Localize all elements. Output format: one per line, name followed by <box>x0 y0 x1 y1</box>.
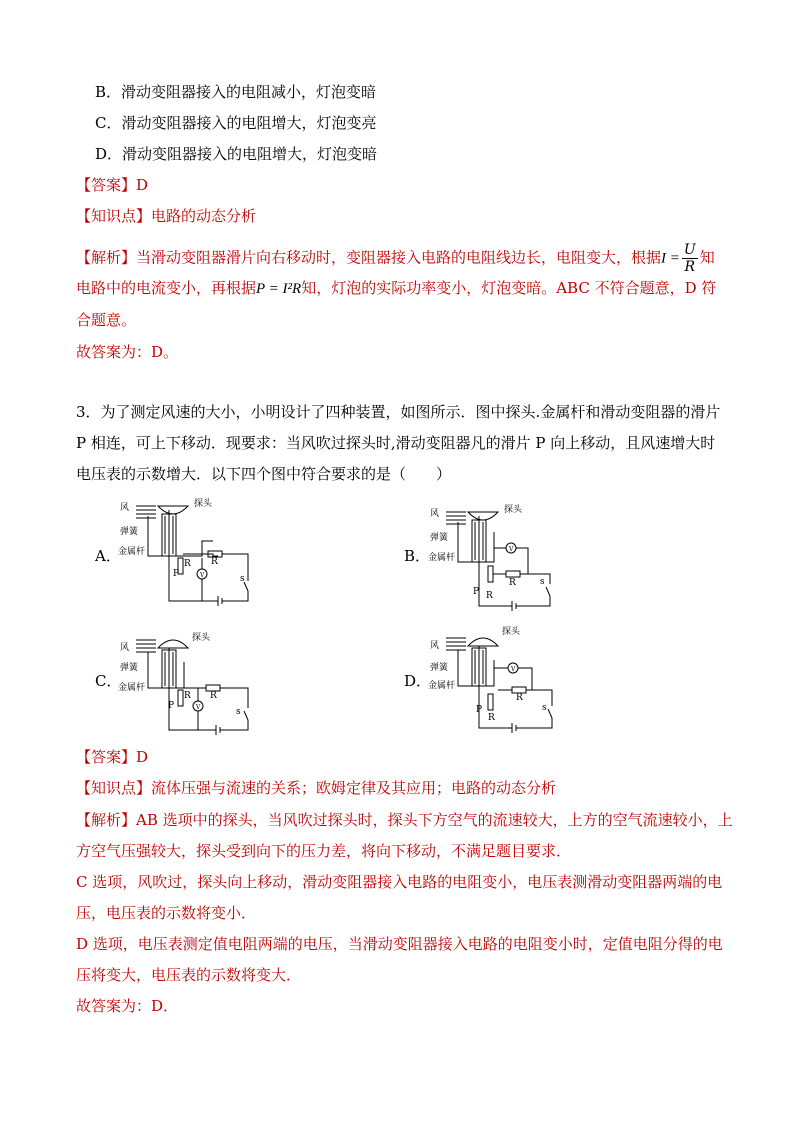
r2-label: R <box>184 559 191 569</box>
p-label: P <box>168 701 175 711</box>
r2-label: R <box>184 691 191 701</box>
rod-label: 金属杆 <box>118 547 146 557</box>
probe-label: 探头 <box>502 627 521 637</box>
switch-label: s <box>542 703 547 713</box>
probe-label: 探头 <box>194 499 213 509</box>
knowledge-value: 流体压强与流速的关系；欧姆定律及其应用；电路的动态分析 <box>151 779 557 797</box>
knowledge-value: 电路的动态分析 <box>151 207 257 225</box>
question-3-line-1: 3．为了测定风速的大小，小明设计了四种装置，如图所示．图中探头.金属杆和滑动变阻器的滑片 <box>76 403 721 421</box>
p-label: P <box>473 587 480 597</box>
spring-label: 弹簧 <box>430 663 449 673</box>
switch-label: s <box>240 574 245 584</box>
wind-label: 风 <box>430 641 440 651</box>
q3-analysis-line-2: 方空气压强较大，探头受到向下的压力差，将向下移动，不满足题目要求． <box>76 842 572 860</box>
knowledge-row <box>76 206 256 226</box>
analysis-line-2 <box>76 278 716 299</box>
probe-label: 探头 <box>504 505 523 515</box>
switch-label: s <box>236 707 241 717</box>
switch-label: s <box>540 577 545 587</box>
figure-label-d: D． <box>404 672 432 690</box>
formula-lhs: I = <box>661 250 680 267</box>
answer-tag: 【答案】 <box>76 176 137 194</box>
knowledge-tag: 【知识点】 <box>76 779 152 797</box>
p-label: P <box>476 705 483 715</box>
q3-knowledge-row <box>76 778 556 798</box>
answer-value: D <box>136 176 149 194</box>
option-c-text: C．滑动变阻器接入的电阻增大，灯泡变亮 <box>95 114 377 132</box>
wind-label: 风 <box>430 509 440 519</box>
spring-label: 弹簧 <box>120 663 139 673</box>
r1-label: R <box>516 693 523 703</box>
analysis-line-1 <box>76 242 715 275</box>
spring-label: 弹簧 <box>430 533 449 543</box>
question-3-line-2: P 相连，可上下移动．现要求：当风吹过探头时,滑动变阻器凡的滑片 P 向上移动，且风速增大时 <box>76 434 716 452</box>
figure-label-b: B． <box>404 547 431 565</box>
r1-label: R <box>210 691 217 701</box>
circuit-figure-a <box>118 496 268 608</box>
wind-label: 风 <box>120 503 130 513</box>
rod-label: 金属杆 <box>428 681 456 691</box>
option-b-text: B．滑动变阻器接入的电阻减小，灯泡变暗 <box>95 83 377 101</box>
probe-label: 探头 <box>192 633 211 643</box>
r1-label: R <box>509 578 516 588</box>
r1-label: R <box>211 557 218 567</box>
option-d-text: D．滑动变阻器接入的电阻增大，灯泡变暗 <box>95 145 378 163</box>
analysis-tag: 【解析】 <box>76 811 137 829</box>
voltmeter-label: V <box>511 666 516 673</box>
r2-label: R <box>488 713 495 723</box>
knowledge-tag: 【知识点】 <box>76 207 152 225</box>
wind-label: 风 <box>120 643 130 653</box>
voltmeter-label: V <box>200 572 205 579</box>
rod-label: 金属杆 <box>118 683 146 693</box>
q3-analysis-line-3: C 选项，风吹过，探头向上移动，滑动变阻器接入电路的电阻变小，电压表测滑动变阻器两端的电 <box>76 873 723 891</box>
voltmeter-label: V <box>196 704 201 711</box>
analysis-text: 当滑动变阻器滑片向右移动时，变阻器接入电路的电阻线边长，电阻变大，根据 <box>136 248 662 267</box>
conclusion: 故答案为：D。 <box>76 343 179 361</box>
circuit-figure-c <box>118 626 268 738</box>
q3-answer-row <box>76 747 148 767</box>
rod-label: 金属杆 <box>428 553 456 563</box>
voltmeter-label: V <box>509 546 514 553</box>
q3-analysis-line-6: 压将变大，电压表的示数将变大． <box>76 966 302 984</box>
figure-label-c: C． <box>95 672 122 690</box>
formula-power: P = I²R <box>256 281 302 297</box>
q3-analysis-line-1 <box>76 810 733 830</box>
analysis-text: AB 选项中的探头，当风吹过探头时，探头下方空气的流速较大，上方的空气流速较小，上 <box>136 811 733 829</box>
spring-label: 弹簧 <box>120 527 139 537</box>
p-label: P <box>173 569 180 579</box>
fraction-u-over-r <box>682 242 698 275</box>
analysis-line-3: 合题意。 <box>76 311 137 329</box>
circuit-figure-b <box>428 502 578 614</box>
q3-analysis-line-4: 压，电压表的示数将变小． <box>76 904 257 922</box>
q3-analysis-line-5: D 选项，电压表测定值电阻两端的电压，当滑动变阻器接入电路的电阻变小时，定值电阻分得的电 <box>76 935 723 953</box>
q3-conclusion: 故答案为：D． <box>76 997 179 1015</box>
answer-tag: 【答案】 <box>76 748 137 766</box>
answer-row <box>76 175 148 195</box>
answer-value: D <box>136 748 149 766</box>
question-3-line-3: 电压表的示数增大．以下四个图中符合要求的是（ ） <box>76 465 452 483</box>
circuit-figure-d <box>428 624 578 736</box>
analysis-text: 电路中的电流变小，再根据 <box>76 279 257 297</box>
fraction-denominator: R <box>684 259 696 275</box>
analysis-tag: 【解析】 <box>76 248 137 267</box>
analysis-text: 知，灯泡的实际功率变小，灯泡变暗。ABC 不符合题意，D 符 <box>301 279 717 297</box>
figure-label-a: A． <box>95 547 121 565</box>
fraction-numerator: U <box>683 242 696 258</box>
r2-label: R <box>486 591 493 601</box>
analysis-text: 知 <box>699 248 715 267</box>
